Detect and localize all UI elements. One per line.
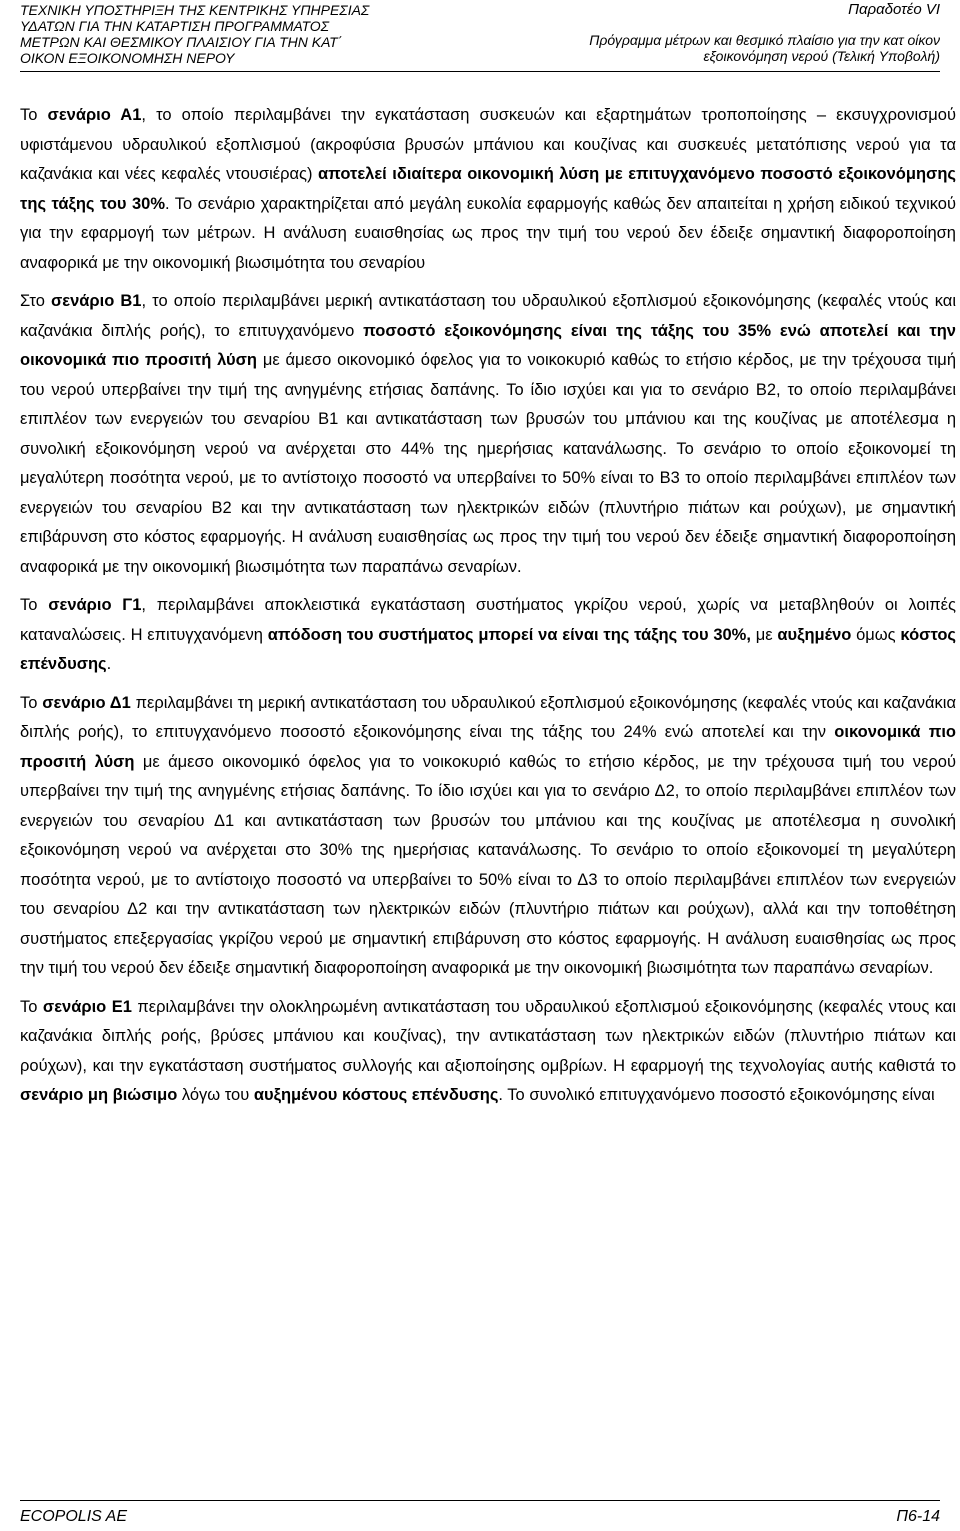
emphasis-text: αποτελεί ιδιαίτερα οικονομική λύση με επιτυγχανόμενο ποσοστό εξοικονόμησης της τάξης του 30%	[20, 165, 957, 213]
emphasis-text: σενάριο Δ1	[42, 693, 131, 712]
project-title-line: ΥΔΑΤΩΝ ΓΙΑ ΤΗΝ ΚΑΤΑΡΤΙΣΗ ΠΡΟΓΡΑΜΜΑΤΟΣ	[20, 18, 330, 34]
emphasis-text: σενάριο Β1	[50, 292, 142, 310]
paragraph-text: , το οποίο περιλαμβάνει την εγκατάσταση συσκευών και εξαρτημάτων τροποποίησης – εκσυγχρονισμού υφιστάμενου υδραυλικού εξοπλισμού (ακροφύσια βρυσών μπάνιου και κουζίνας και συσκευές μετατόπισης νερού για τα καζανάκια και νέες κεφαλές ντουσιέρας)	[20, 106, 956, 183]
header-divider	[20, 71, 940, 72]
emphasis-text: σενάριο Α1	[47, 106, 142, 124]
deliverable-title-line: Πρόγραμμα μέτρων και θεσμικό πλαίσιο για την κατ οίκον	[589, 32, 940, 48]
project-title-line: ΜΕΤΡΩΝ ΚΑΙ ΘΕΣΜΙΚΟΥ ΠΛΑΙΣΙΟΥ ΓΙΑ ΤΗΝ ΚΑΤ΄	[20, 34, 343, 50]
emphasis-text: οικονομικά πιο προσιτή λύση	[20, 723, 956, 771]
paragraph-text: Το	[20, 693, 43, 712]
paragraph-text: .	[106, 655, 112, 673]
paragraph-text: , περιλαμβάνει αποκλειστικά εγκατάσταση συστήματος γκρίζου νερού, χωρίς να μεταβληθούν οι λοιπές καταναλώσεις. Η επιτυγχανόμενη	[20, 596, 956, 644]
emphasis-text: ποσοστό εξοικονόμησης είναι της τάξης του 35% ενώ αποτελεί και την οικονομικά πιο προσιτή λύση	[20, 321, 956, 369]
paragraph-text: , το οποίο περιλαμβάνει μερική αντικατάσταση του υδραυλικού εξοπλισμού εξοικονόμησης (κεφαλές ντούς και καζανάκια διπλής ροής), το επιτυγχανόμενο	[20, 292, 956, 340]
project-title-line: ΤΕΧΝΙΚΗ ΥΠΟΣΤΗΡΙΞΗ ΤΗΣ ΚΕΝΤΡΙΚΗΣ ΥΠΗΡΕΣΙΑΣ	[20, 2, 370, 18]
footer-page-number: Π6-14	[896, 1508, 940, 1525]
body-paragraph	[20, 287, 956, 582]
body-paragraph	[20, 101, 956, 278]
paragraph-text: περιλαμβάνει τη μερική αντικατάσταση του υδραυλικού εξοπλισμού εξοικονόμησης (κεφαλές ντούς και καζανάκια διπλής ροής), το επιτυγχανόμενο ποσοστό εξοικονόμησης είναι της τάξης του 24% ενώ αποτελεί και την	[20, 693, 956, 741]
emphasis-text: σενάριο Ε1	[42, 997, 132, 1016]
deliverable-label: Παραδοτέο VI	[848, 1, 940, 18]
page-header	[20, 0, 940, 70]
deliverable-info	[510, 2, 940, 64]
body-paragraph	[20, 591, 956, 680]
emphasis-text: αυξημένο	[777, 625, 852, 644]
document-body	[20, 101, 956, 1111]
body-paragraph	[20, 689, 956, 984]
paragraph-text: Το	[20, 106, 48, 124]
project-title	[20, 2, 460, 66]
emphasis-text: σενάριο Γ1	[48, 596, 142, 614]
footer-divider	[20, 1500, 940, 1501]
emphasis-text: αυξημένου κόστους επένδυσης	[253, 1086, 499, 1104]
paragraph-text: . Το σενάριο χαρακτηρίζεται από μεγάλη ευκολία εφαρμογής καθώς δεν απαιτείται η χρήση ειδικού τεχνικού για την εφαρμογή των μέτρων. Η ανάλυση ευαισθησίας ως προς την τιμή του νερού δεν έδειξε σημαντική διαφοροποίηση αναφορικά με την οικονομική βιωσιμότητα του σεναρίου	[20, 194, 956, 272]
project-title-line: ΟΙΚΟΝ ΕΞΟΙΚΟΝΟΜΗΣΗ ΝΕΡΟΥ	[20, 50, 235, 66]
paragraph-text: με άμεσο οικονομικό όφελος για το νοικοκυριό καθώς το ετήσιο κέρδος, με την τρέχουσα τιμή του νερού υπερβαίνει την τιμή της ανηγμένης ετήσιας δαπάνης. Το ίδιο ισχύει και για το σενάριο Δ2, το οποίο περιλαμβάνει επιπλέον των ενεργειών του σεναρίου Δ1 και αντικατάσταση των βρυσών του μπάνιου και της κουζίνας με αποτέλεσμα η συνολική εξοικονόμηση νερού να ανέρχεται στο 30% της ημερήσιας κατανάλωσης. Το σενάριο το οποίο εξοικονομεί τη μεγαλύτερη ποσότητα νερού, με το αντίστοιχο ποσοστό να υπερβαίνει το 50% είναι το Δ3 το οποίο περιλαμβάνει επιπλέον των ενεργειών του σεναρίου Δ2 και την αντικατάσταση των ηλεκτρικών ειδών (πλυντήριο πιάτων και ρούχων), αλλά και την τοποθέτηση συστήματος επεξεργασίας γκρίζου νερού με σημαντική επιβάρυνση στο κόστος εφαρμογής. Η ανάλυση ευαισθησίας ως προς την τιμή του νερού δεν έδειξε σημαντική διαφοροποίηση αναφορικά με την οικονομική βιωσιμότητα των παραπάνω σεναρίων.	[20, 752, 956, 977]
paragraph-text: λόγω του	[177, 1086, 254, 1104]
emphasis-text: κόστος επένδυσης	[20, 625, 957, 673]
body-paragraph	[20, 993, 956, 1111]
deliverable-title-line: εξοικονόμηση νερού (Τελική Υποβολή)	[703, 48, 940, 64]
emphasis-text: σενάριο μη βιώσιμο	[20, 1086, 178, 1104]
paragraph-text: με	[750, 625, 778, 644]
paragraph-text: με άμεσο οικονομικό όφελος για το νοικοκυριό καθώς το ετήσιο κέρδος, με την τρέχουσα τιμή του νερού υπερβαίνει την τιμή της ανηγμένης ετήσιας δαπάνης. Το ίδιο ισχύει και για το σενάριο Β2, το οποίο περιλαμβάνει επιπλέον των ενεργειών του σεναρίου Β1 και αντικατάσταση των βρυσών του μπάνιου και της κουζίνας με αποτέλεσμα η συνολική εξοικονόμηση νερού να ανέρχεται στο 44% της ημερήσιας κατανάλωσης. Το σενάριο το οποίο εξοικονομεί τη μεγαλύτερη ποσότητα νερού, με το αντίστοιχο ποσοστό να υπερβαίνει το 50% είναι το Β3 το οποίο περιλαμβάνει επιπλέον των ενεργειών του σεναρίου Β2 και την αντικατάσταση των ηλεκτρικών ειδών (πλυντήριο πιάτων και ρούχων), με σημαντική επιβάρυνση στο κόστος εφαρμογής. Η ανάλυση ευαισθησίας ως προς την τιμή του νερού δεν έδειξε σημαντική διαφοροποίηση αναφορικά με την οικονομική βιωσιμότητα των παραπάνω σεναρίων.	[20, 351, 956, 576]
paragraph-text: Το	[20, 997, 43, 1016]
emphasis-text: απόδοση του συστήματος μπορεί να είναι της τάξης του 30%,	[267, 625, 751, 644]
footer-company: ECOPOLIS AE	[20, 1508, 127, 1525]
paragraph-text: . Το συνολικό επιτυγχανόμενο ποσοστό εξοικονόμησης είναι	[498, 1086, 935, 1104]
paragraph-text: όμως	[851, 625, 901, 644]
paragraph-text: περιλαμβάνει την ολοκληρωμένη αντικατάσταση του υδραυλικού εξοπλισμού εξοικονόμησης (κεφαλές ντους και καζανάκια διπλής ροής, βρύσες μπάνιου και κουζίνας), την αντικατάσταση των ηλεκτρικών ειδών (πλυντήριο πιάτων και ρούχων), και την εγκατάσταση συστήματος συλλογής και αξιοποίησης ομβρίων. Η εφαρμογή της τεχνολογίας αυτής καθιστά το	[20, 997, 957, 1075]
paragraph-text: Το	[20, 596, 49, 614]
paragraph-text: Στο	[20, 292, 51, 310]
